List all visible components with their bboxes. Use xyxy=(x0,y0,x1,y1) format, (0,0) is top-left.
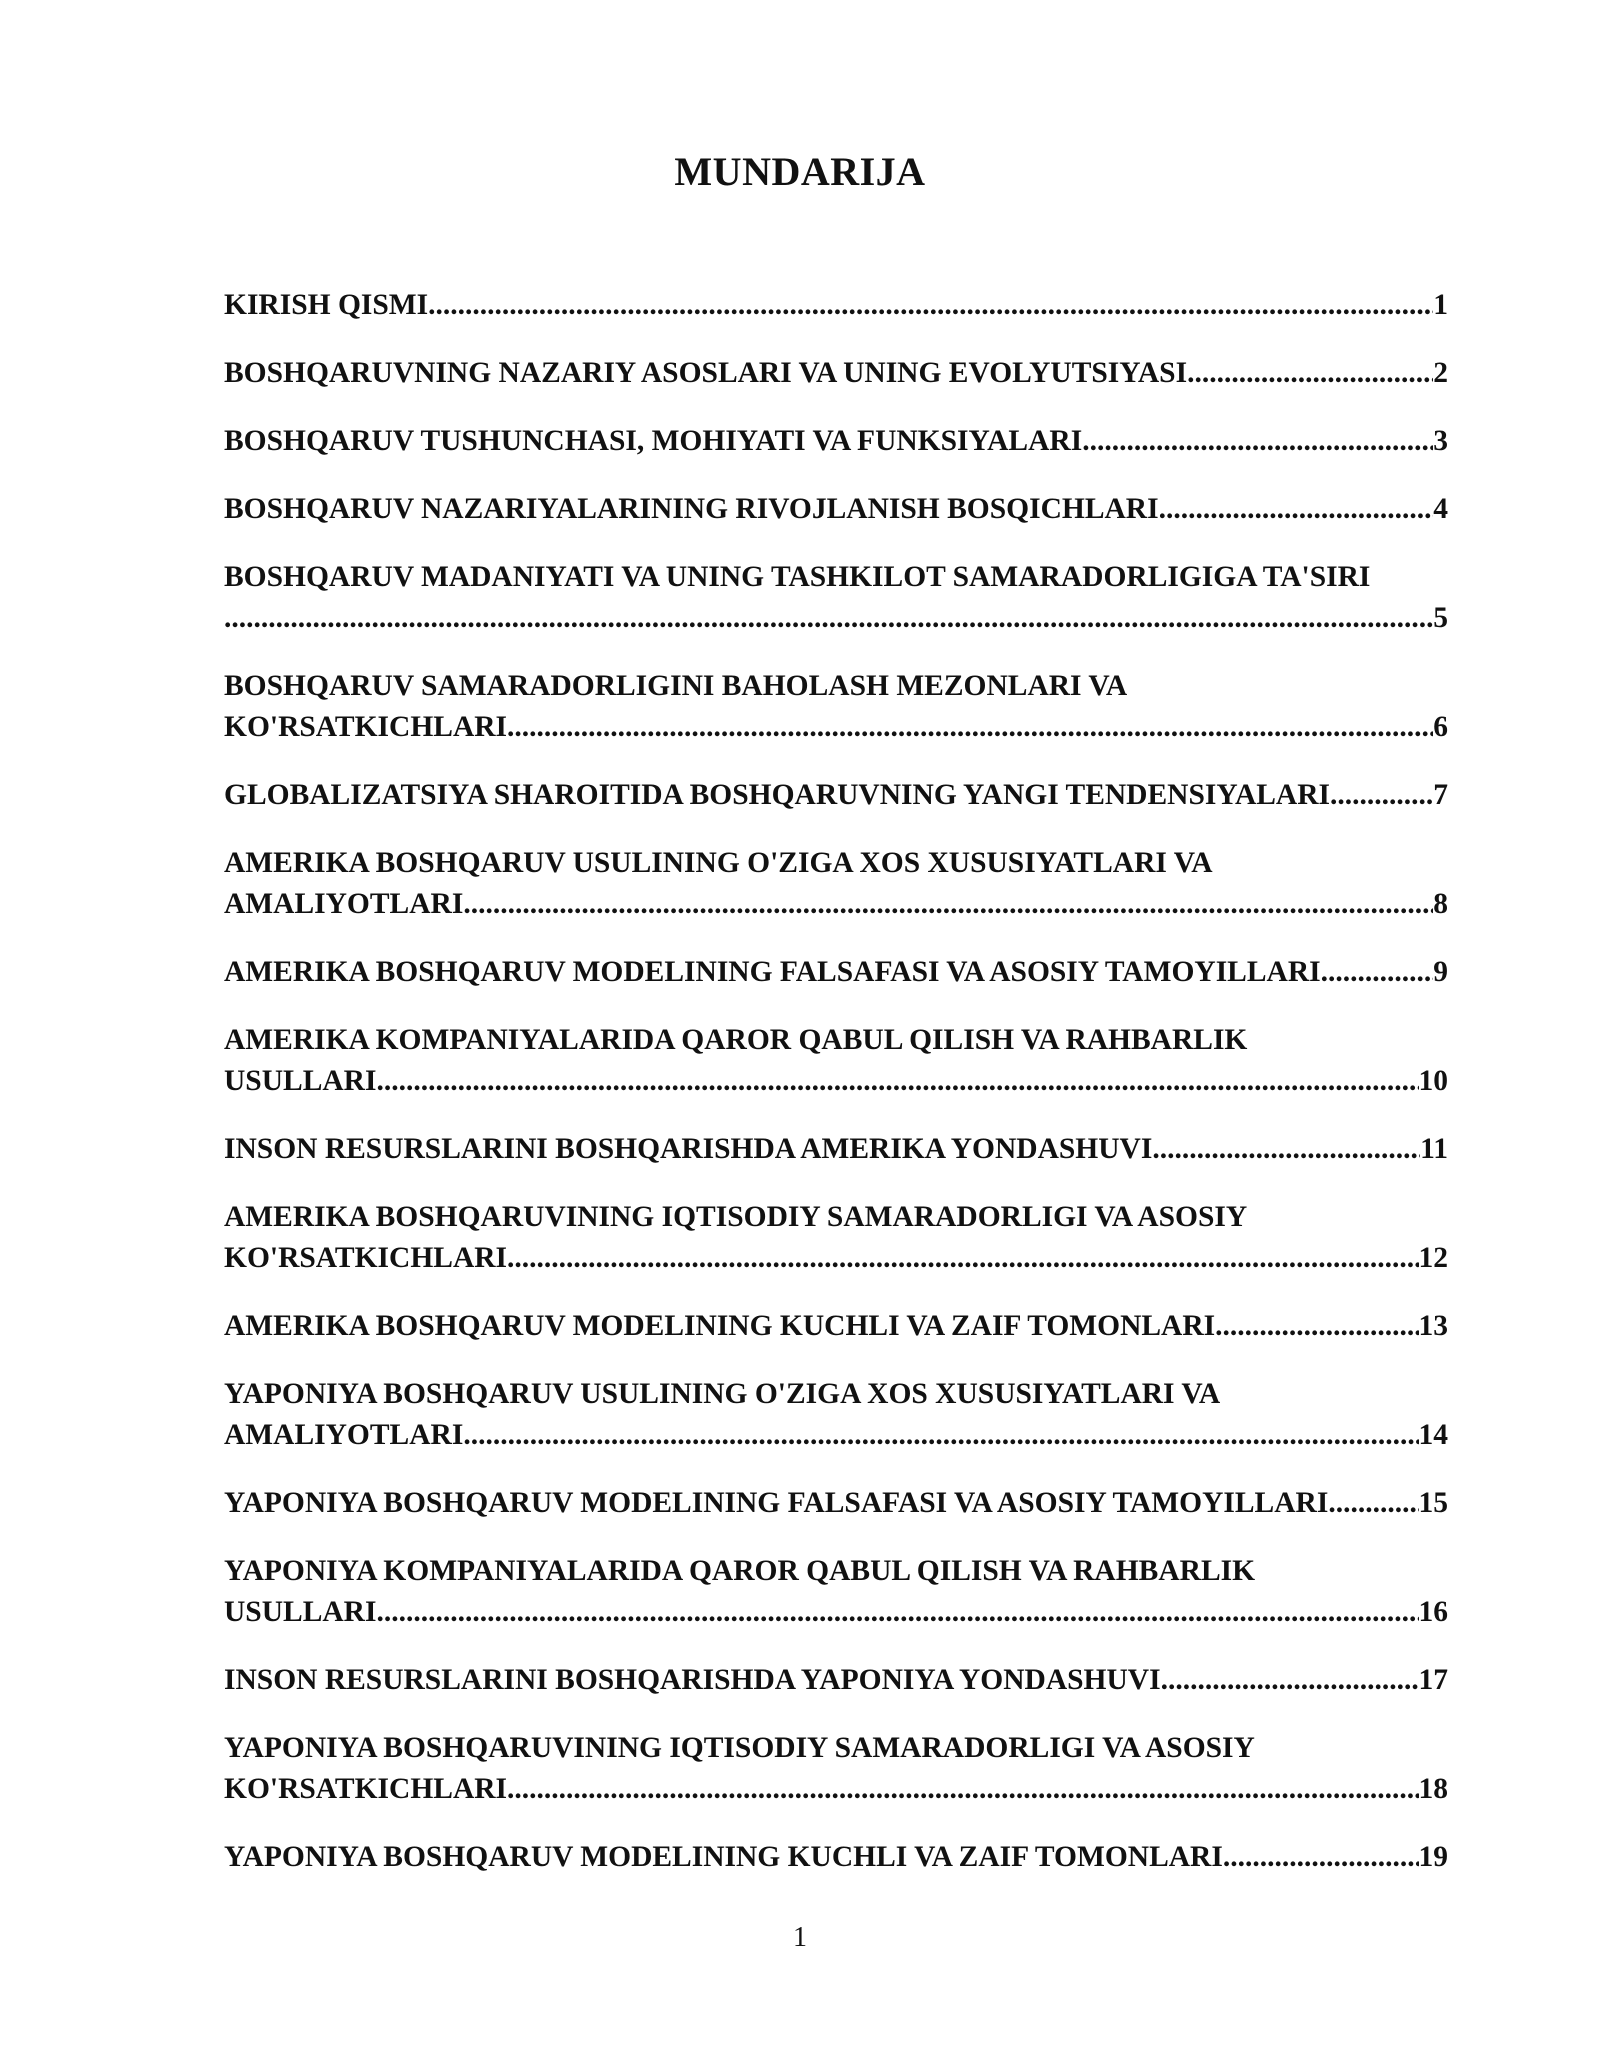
toc-entry-title-line: YAPONIYA BOSHQARUVINING IQTISODIY SAMARADORLIGI VA ASOSIY xyxy=(224,1732,1255,1764)
toc-entry-line xyxy=(224,884,1448,925)
toc-entry-line xyxy=(224,707,1448,748)
toc-entry-line xyxy=(224,775,1448,816)
toc-entry[interactable] xyxy=(224,1483,1448,1524)
dot-leader xyxy=(1328,1483,1418,1524)
toc-entry-line xyxy=(224,1769,1448,1810)
toc-entry-page-number: 10 xyxy=(1418,1065,1448,1097)
toc-entry-title: GLOBALIZATSIYA SHAROITIDA BOSHQARUVNING YANGI TENDENSIYALARI. xyxy=(224,779,1338,811)
toc-entry-title: USULLARI xyxy=(224,1596,377,1628)
toc-entry-page-number: 12 xyxy=(1418,1242,1448,1274)
dot-leader xyxy=(1328,952,1433,993)
dot-leader xyxy=(507,1769,1418,1810)
toc-entry-page-number: 8 xyxy=(1433,888,1448,920)
toc-entry-line xyxy=(224,1660,1448,1701)
toc-entry-title: AMALIYOTLARI xyxy=(224,888,464,920)
toc-entry-line xyxy=(224,1306,1448,1347)
toc-entry-page-number: 6 xyxy=(1433,711,1448,743)
dot-leader xyxy=(428,285,1433,326)
toc-entry-page-number: 2 xyxy=(1433,357,1448,389)
toc-entry-page-number: 15 xyxy=(1418,1487,1448,1519)
dot-leader xyxy=(1337,775,1433,816)
toc-entry-title: KIRISH QISMI xyxy=(224,289,429,321)
dot-leader xyxy=(376,1061,1418,1102)
dot-leader xyxy=(507,1238,1418,1279)
page-title: MUNDARIJA xyxy=(674,149,926,194)
toc-entry-page-number: 7 xyxy=(1433,779,1448,811)
dot-leader xyxy=(1159,489,1434,530)
toc-entry-line xyxy=(224,1129,1448,1170)
dot-leader xyxy=(1161,1660,1419,1701)
toc-entry-title-line: AMERIKA KOMPANIYALARIDA QAROR QABUL QILISH VA RAHBARLIK xyxy=(224,1024,1248,1056)
toc-entry-title: AMERIKA BOSHQARUV MODELINING KUCHLI VA ZAIF TOMONLARI xyxy=(224,1310,1216,1342)
table-of-contents xyxy=(224,285,1448,1905)
dot-leader xyxy=(507,707,1433,748)
toc-entry-title-line: YAPONIYA KOMPANIYALARIDA QAROR QABUL QILISH VA RAHBARLIK xyxy=(224,1555,1256,1587)
toc-entry-title-line: AMERIKA BOSHQARUVINING IQTISODIY SAMARADORLIGI VA ASOSIY xyxy=(224,1201,1248,1233)
toc-entry[interactable] xyxy=(224,952,1448,993)
toc-entry-title: KO'RSATKICHLARI xyxy=(224,1242,508,1274)
toc-entry-line xyxy=(224,1483,1448,1524)
toc-entry-page-number: 3 xyxy=(1433,425,1448,457)
toc-entry-title: AMERIKA BOSHQARUV MODELINING FALSAFASI VA ASOSIY TAMOYILLARI. xyxy=(224,956,1329,988)
toc-entry-page-number: 14 xyxy=(1418,1419,1448,1451)
dot-leader xyxy=(463,1415,1418,1456)
toc-entry-line xyxy=(224,1061,1448,1102)
toc-entry-page-number: 5 xyxy=(1433,602,1448,634)
toc-entry-title: BOSHQARUVNING NAZARIY ASOSLARI VA UNING EVOLYUTSIYASI xyxy=(224,357,1188,389)
toc-entry[interactable] xyxy=(224,557,1448,639)
toc-entry[interactable] xyxy=(224,1837,1448,1878)
toc-entry[interactable] xyxy=(224,1020,1448,1102)
toc-entry[interactable] xyxy=(224,1660,1448,1701)
toc-entry-title: INSON RESURSLARINI BOSHQARISHDA AMERIKA YONDASHUVI xyxy=(224,1133,1153,1165)
toc-entry-page-number: 19 xyxy=(1418,1841,1448,1873)
toc-entry[interactable] xyxy=(224,353,1448,394)
toc-entry-title: YAPONIYA BOSHQARUV MODELINING KUCHLI VA ZAIF TOMONLARI xyxy=(224,1841,1223,1873)
dot-leader xyxy=(1187,353,1433,394)
toc-entry[interactable] xyxy=(224,421,1448,462)
dot-leader xyxy=(1082,421,1433,462)
toc-entry-line xyxy=(224,1238,1448,1279)
dot-leader xyxy=(1215,1306,1418,1347)
toc-entry-title-line: BOSHQARUV MADANIYATI VA UNING TASHKILOT SAMARADORLIGIGA TA'SIRI xyxy=(224,561,1371,593)
dot-leader xyxy=(376,1592,1418,1633)
toc-entry-title-line: AMERIKA BOSHQARUV USULINING O'ZIGA XOS XUSUSIYATLARI VA xyxy=(224,847,1213,879)
dot-leader xyxy=(463,884,1433,925)
toc-entry-page-number: 16 xyxy=(1418,1596,1448,1628)
toc-entry-line xyxy=(224,952,1448,993)
toc-entry-title: AMALIYOTLARI xyxy=(224,1419,464,1451)
toc-entry[interactable] xyxy=(224,843,1448,925)
dot-leader xyxy=(1223,1837,1419,1878)
toc-entry[interactable] xyxy=(224,1197,1448,1279)
dot-leader xyxy=(224,598,1433,639)
toc-entry-title: USULLARI xyxy=(224,1065,377,1097)
toc-entry-line xyxy=(224,1415,1448,1456)
toc-entry-page-number: 17 xyxy=(1418,1664,1448,1696)
toc-entry-title: KO'RSATKICHLARI xyxy=(224,711,508,743)
dot-leader xyxy=(1152,1129,1420,1170)
toc-entry-line xyxy=(224,1592,1448,1633)
toc-entry[interactable] xyxy=(224,666,1448,748)
toc-entry[interactable] xyxy=(224,489,1448,530)
toc-entry-line xyxy=(224,489,1448,530)
toc-entry-title: BOSHQARUV TUSHUNCHASI, MOHIYATI VA FUNKSIYALARI xyxy=(224,425,1083,457)
toc-entry-title: BOSHQARUV NAZARIYALARINING RIVOJLANISH BOSQICHLARI xyxy=(224,493,1159,525)
toc-entry[interactable] xyxy=(224,1306,1448,1347)
toc-entry-title: INSON RESURSLARINI BOSHQARISHDA YAPONIYA YONDASHUVI xyxy=(224,1664,1161,1696)
page-number: 1 xyxy=(793,1922,807,1953)
toc-entry-line xyxy=(224,1837,1448,1878)
toc-entry-page-number: 18 xyxy=(1418,1773,1448,1805)
toc-entry[interactable] xyxy=(224,285,1448,326)
toc-entry-page-number: 11 xyxy=(1420,1133,1448,1165)
toc-entry-page-number: 4 xyxy=(1433,493,1448,525)
toc-entry-title: KO'RSATKICHLARI xyxy=(224,1773,508,1805)
toc-entry[interactable] xyxy=(224,775,1448,816)
toc-entry-title: YAPONIYA BOSHQARUV MODELINING FALSAFASI VA ASOSIY TAMOYILLARI xyxy=(224,1487,1329,1519)
toc-entry-line xyxy=(224,285,1448,326)
toc-entry-page-number: 9 xyxy=(1433,956,1448,988)
toc-entry-page-number: 1 xyxy=(1433,289,1448,321)
toc-entry[interactable] xyxy=(224,1728,1448,1810)
toc-entry-line xyxy=(224,421,1448,462)
toc-entry[interactable] xyxy=(224,1129,1448,1170)
toc-entry-line xyxy=(224,598,1448,639)
toc-entry-title-line: BOSHQARUV SAMARADORLIGINI BAHOLASH MEZONLARI VA xyxy=(224,670,1128,702)
toc-entry[interactable] xyxy=(224,1551,1448,1633)
toc-entry-title-line: YAPONIYA BOSHQARUV USULINING O'ZIGA XOS XUSUSIYATLARI VA xyxy=(224,1378,1221,1410)
toc-entry-page-number: 13 xyxy=(1418,1310,1448,1342)
toc-entry-line xyxy=(224,353,1448,394)
toc-entry[interactable] xyxy=(224,1374,1448,1456)
